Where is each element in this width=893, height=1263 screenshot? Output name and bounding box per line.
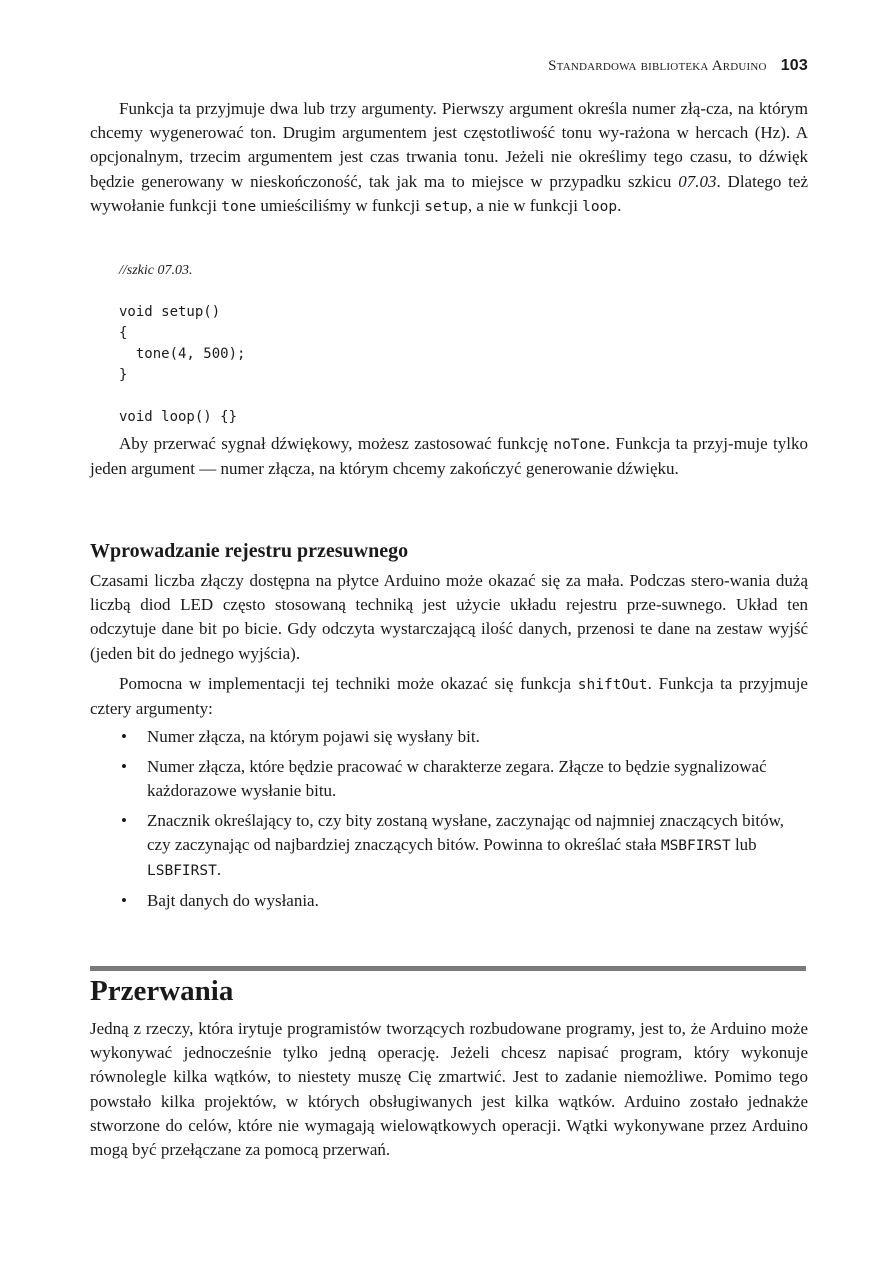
bullet-icon: •: [121, 891, 127, 910]
paragraph-shift-register: Czasami liczba złączy dostępna na płytce Arduino może okazać się za mała. Podczas stero-wania dużą liczbą diod LED często stosowaną techniką jest użycie układu rejestru prze-suwnego. Układ ten odczytuje dane bit po bicie. Gdy odczyta wystarczającą ilość danych, przenosi te dane na zestaw wyjść (jeden bit do jednego wyjścia).: [90, 571, 808, 663]
list-item-text: Znacznik określający to, czy bity zostaną wysłane, zaczynając od najmniej znaczących bitów, czy zaczynając od najbardziej znaczących bitów. Powinna to określać stała: [147, 811, 785, 854]
paragraph-shiftout: [90, 672, 808, 721]
bullet-icon: •: [121, 757, 127, 776]
text-run: Pomocna w implementacji tej techniki może okazać się funkcja: [119, 674, 578, 693]
bullet-icon: •: [121, 727, 127, 746]
chapter-divider: [90, 966, 806, 971]
text-run: , a nie w funkcji: [467, 195, 583, 215]
text-run: .: [216, 860, 222, 879]
inline-code-notone: noTone: [553, 437, 606, 453]
text-run: . Funkcja ta przyj-muje tylko jeden argument — numer złącza, na którym chcemy zakończyć generowanie dźwięku.: [90, 434, 808, 479]
code-listing: [119, 260, 245, 428]
running-header-title: Standardowa biblioteka Arduino: [548, 58, 767, 74]
list-item: [90, 889, 808, 913]
list-item-text: Numer złącza, na którym pojawi się wysłany bit.: [147, 727, 480, 746]
inline-code-setup: setup: [424, 198, 468, 215]
argument-list: [90, 725, 808, 919]
code-comment: //szkic 07.03.: [119, 263, 193, 278]
inline-code-shiftout: shiftOut: [577, 677, 648, 693]
bullet-icon: •: [121, 811, 127, 830]
sketch-reference: 07.03: [678, 171, 717, 191]
text-run: umieściliśmy w funkcji: [256, 195, 425, 215]
list-item-text: Numer złącza, które będzie pracować w charakterze zegara. Złącze to będzie sygnalizować każdorazowe wysłanie bitu.: [147, 757, 767, 800]
inline-code-loop: loop: [582, 198, 618, 215]
text-run: .: [617, 195, 622, 215]
list-item-text: Bajt danych do wysłania.: [147, 891, 319, 910]
text-run: Aby przerwać sygnał dźwiękowy, możesz zastosować funkcję: [119, 434, 554, 453]
chapter-heading: Przerwania: [90, 975, 234, 1007]
text-run: lub: [730, 835, 757, 854]
list-item: [90, 809, 808, 883]
section-heading: Wprowadzanie rejestru przesuwnego: [90, 540, 409, 562]
text-run: . Funkcja ta przyjmuje cztery argumenty:: [90, 674, 808, 719]
inline-code-lsbfirst: LSBFIRST: [147, 863, 217, 879]
text-run: Funkcja ta przyjmuje dwa lub trzy argumenty. Pierwszy argument określa numer złą-cza, na którym chcemy wygenerować ton. Drugim argumentem jest częstotliwość tonu wy-rażona w hercach (Hz). A opcjonalnym, trzecim argumentem jest czas trwania tonu. Jeżeli nie określimy tego czasu, to dźwięk będzie generowany w nieskończoność, tak jak ma to miejsce w przypadku szkicu: [90, 99, 808, 191]
paragraph-notone: [90, 432, 808, 481]
page-number: 103: [780, 57, 808, 74]
inline-code-msbfirst: MSBFIRST: [660, 838, 731, 854]
paragraph-tone-arguments: [90, 97, 808, 219]
list-item: [90, 725, 808, 749]
running-header: [90, 57, 808, 75]
text-run: . Dlatego też wywołanie funkcji: [90, 171, 808, 215]
list-item: [90, 755, 808, 803]
code-body: void setup() { tone(4, 500); } void loop() {}: [119, 304, 246, 425]
inline-code-tone: tone: [221, 198, 257, 215]
paragraph-interrupts: Jedną z rzeczy, która irytuje programistów tworzących rozbudowane programy, jest to, że Arduino może wykonywać jednocześnie tylko jedną operację. Jeżeli chcesz napisać program, który wykonuje równolegle kilka wątków, to niestety muszę Cię zmartwić. Jest to zadanie niemożliwe. Pomimo tego powstało kilka projektów, w których obsługiwanych jest kilka wątków. Arduino zostało jednakże stworzone do celów, które nie wymagają wielowątkowych operacji. Wątki wykonywane przez Arduino mogą być przełączane za pomocą przerwań.: [90, 1019, 808, 1160]
